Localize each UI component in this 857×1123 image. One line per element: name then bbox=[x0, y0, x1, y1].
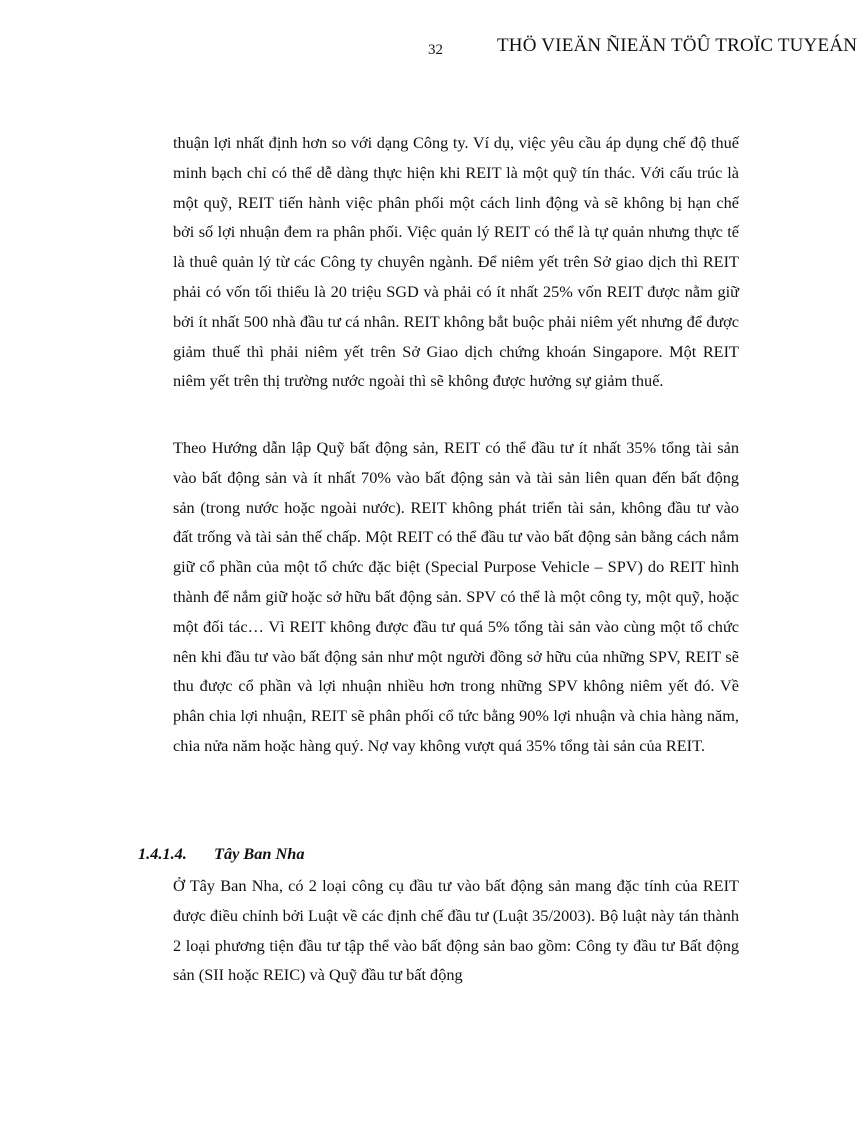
running-header: THÖ VIEÄN ÑIEÄN TÖÛ TROÏC TUYEÁN bbox=[497, 35, 857, 56]
section-heading bbox=[138, 843, 538, 865]
section-title: Tây Ban Nha bbox=[214, 844, 305, 863]
paragraph-spain-reit: Ở Tây Ban Nha, có 2 loại công cụ đầu tư vào bất động sản mang đặc tính của REIT được điều chỉnh bởi Luật về các định chế đầu tư (Luật 35/2003). Bộ luật này tán thành 2 loại phương tiện đầu tư tập thể vào bất động sản bao gồm: Công ty đầu tư Bất động sản (SII hoặc REIC) và Quỹ đầu tư bất động bbox=[173, 876, 739, 985]
page-number: 32 bbox=[428, 42, 443, 58]
paragraph-reit-trust-structure: thuận lợi nhất định hơn so với dạng Công ty. Ví dụ, việc yêu cầu áp dụng chế độ thuế minh bạch chỉ có thể dễ dàng thực hiện khi REIT là một quỹ tín thác. Với cấu trúc là một quỹ, REIT tiến hành việc phân phối một cách linh động và sẽ không bị hạn chế bởi số lợi nhuận đem ra phân phối. Việc quản lý REIT có thể là tự quản nhưng thực tế là thuê quản lý từ các Công ty chuyên ngành. Để niêm yết trên Sở giao dịch thì REIT phải có vốn tối thiểu là 20 triệu SGD và phải có ít nhất 25% vốn REIT được nằm giữ bởi ít nhất 500 nhà đầu tư cá nhân. REIT không bắt buộc phải niêm yết nhưng để được giảm thuế thì phải niêm yết trên Sở Giao dịch chứng khoán Singapore. Một REIT niêm yết trên thị trường nước ngoài thì sẽ không được hưởng sự giảm thuế. bbox=[173, 133, 739, 391]
section-number: 1.4.1.4. bbox=[138, 844, 187, 863]
paragraph-reit-investment-guidelines: Theo Hướng dẫn lập Quỹ bất động sản, REIT có thể đầu tư ít nhất 35% tổng tài sản vào bất động sản và ít nhất 70% vào bất động sản và tài sản liên quan đến bất động sản (trong nước hoặc ngoài nước). REIT không phát triển tài sản, không đầu tư vào đất trống và tài sản thế chấp. Một REIT có thể đầu tư vào bất động sản bằng cách nắm giữ cổ phần của một tổ chức đặc biệt (Special Purpose Vehicle – SPV) do REIT hình thành để nắm giữ hoặc sở hữu bất động sản. SPV có thể là một công ty, một quỹ, hoặc một đối tác… Vì REIT không được đầu tư quá 5% tổng tài sản vào cùng một tổ chức nên khi đầu tư vào bất động sản như một người đồng sở hữu của những SPV, REIT sẽ thu được cổ phần và lợi nhuận nhiều hơn trong những SPV không niêm yết đó. Về phân chia lợi nhuận, REIT sẽ phân phối cổ tức bằng 90% lợi nhuận và chia hàng năm, chia nửa năm hoặc hàng quý. Nợ vay không vượt quá 35% tổng tài sản của REIT. bbox=[173, 438, 739, 755]
